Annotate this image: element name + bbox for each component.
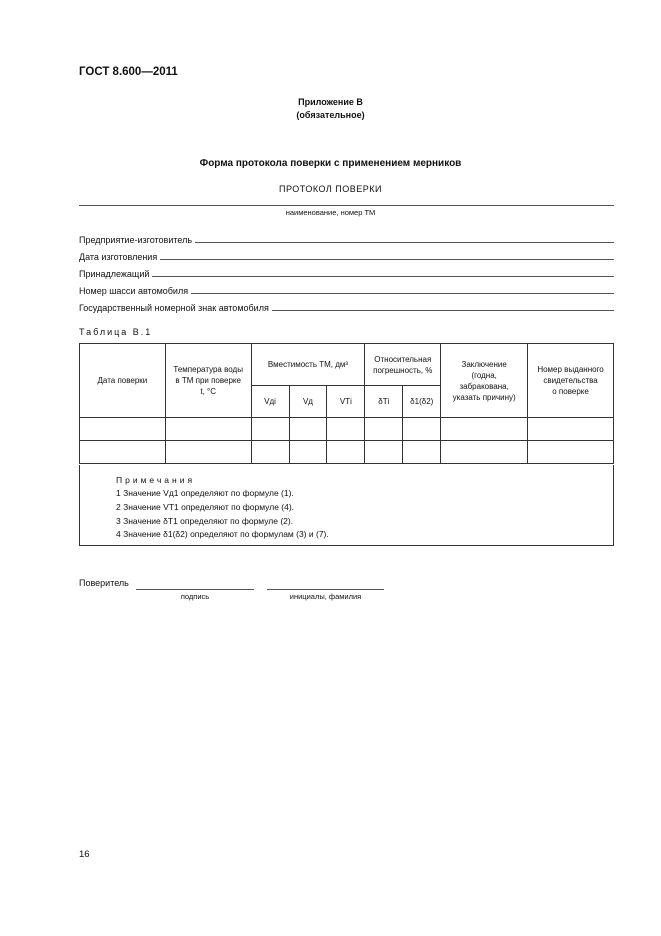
note-item: 3 Значение δТ1 определяют по формуле (2). bbox=[116, 516, 294, 526]
header-certificate-l1: Номер выданного bbox=[537, 365, 604, 374]
field-license-plate[interactable] bbox=[79, 301, 614, 313]
header-certificate-l3: о поверке bbox=[552, 387, 589, 396]
field-line[interactable] bbox=[152, 276, 614, 277]
appendix-status: (обязательное) bbox=[296, 110, 365, 120]
header-temperature-l2: в ТМ при поверке bbox=[175, 376, 241, 385]
table-cell[interactable] bbox=[365, 441, 403, 464]
subheader-vdi: Vді bbox=[251, 386, 289, 418]
table-cell[interactable] bbox=[441, 441, 528, 464]
header-date: Дата поверки bbox=[80, 344, 166, 418]
appendix-title: Приложение В bbox=[298, 97, 363, 107]
header-temperature bbox=[165, 344, 251, 418]
page-number: 16 bbox=[79, 849, 90, 860]
note-item: 4 Значение δ1(δ2) определяют по формулам (3) и (7). bbox=[116, 529, 329, 539]
protocol-title: ПРОТОКОЛ ПОВЕРКИ bbox=[278, 184, 382, 194]
protocol-table bbox=[79, 343, 614, 464]
header-certificate-l2: свидетельства bbox=[543, 376, 598, 385]
field-label: Государственный номерной знак автомобиля bbox=[79, 303, 269, 313]
field-label: Принадлежащий bbox=[79, 269, 150, 279]
field-manufacturer[interactable] bbox=[79, 233, 614, 245]
table-cell[interactable] bbox=[289, 441, 327, 464]
header-certificate bbox=[528, 344, 614, 418]
table-cell[interactable] bbox=[327, 418, 365, 441]
table-cell[interactable] bbox=[528, 441, 614, 464]
table-cell[interactable] bbox=[528, 418, 614, 441]
header-error-l1: Относительная bbox=[374, 354, 432, 364]
field-manufacture-date[interactable] bbox=[79, 250, 614, 262]
header-relative-error bbox=[365, 344, 441, 386]
name-caption: инициалы, фамилия bbox=[289, 592, 362, 601]
table-cell[interactable] bbox=[403, 418, 441, 441]
table-cell[interactable] bbox=[80, 441, 166, 464]
field-line[interactable] bbox=[195, 242, 614, 243]
header-conclusion-l4: указать причину) bbox=[452, 392, 516, 402]
form-title: Форма протокола поверки с применением мерников bbox=[199, 158, 462, 169]
header-conclusion-l1: Заключение bbox=[461, 359, 507, 369]
header-temperature-l1: Температура воды bbox=[173, 365, 243, 374]
table-cell[interactable] bbox=[289, 418, 327, 441]
header-conclusion-l2: (годна, bbox=[471, 370, 497, 380]
field-line[interactable] bbox=[160, 259, 614, 260]
table-notes bbox=[79, 465, 614, 546]
tm-name-caption: наименование, номер ТМ bbox=[285, 208, 376, 217]
field-chassis-number[interactable] bbox=[79, 284, 614, 296]
notes-title: Примечания bbox=[116, 475, 196, 485]
table-cell[interactable] bbox=[80, 418, 166, 441]
signature-caption: подпись bbox=[180, 592, 210, 601]
field-owner[interactable] bbox=[79, 267, 614, 279]
table-cell[interactable] bbox=[403, 441, 441, 464]
table-cell[interactable] bbox=[327, 441, 365, 464]
note-item: 2 Значение VТ1 определяют по формуле (4). bbox=[116, 502, 295, 512]
subheader-vd: Vд bbox=[289, 386, 327, 418]
subheader-delta-1-2: δ1(δ2) bbox=[403, 386, 441, 418]
table-cell[interactable] bbox=[251, 441, 289, 464]
table-cell[interactable] bbox=[441, 418, 528, 441]
tm-name-line[interactable] bbox=[79, 205, 614, 206]
signer-label: Поверитель bbox=[79, 578, 129, 588]
table-row bbox=[80, 441, 614, 464]
table-cell[interactable] bbox=[251, 418, 289, 441]
table-caption: Таблица В.1 bbox=[79, 327, 153, 337]
header-conclusion-l3: забракована, bbox=[459, 381, 509, 391]
table-cell[interactable] bbox=[165, 441, 251, 464]
note-item: 1 Значение Vд1 определяют по формуле (1). bbox=[116, 488, 294, 498]
header-temperature-l3: t, °С bbox=[200, 387, 217, 396]
subheader-delta-ti: δТі bbox=[365, 386, 403, 418]
table-row bbox=[80, 418, 614, 441]
signature-line[interactable] bbox=[136, 589, 254, 590]
name-line[interactable] bbox=[267, 589, 384, 590]
appendix-heading bbox=[0, 96, 661, 122]
table-cell[interactable] bbox=[165, 418, 251, 441]
subheader-vti: VТі bbox=[327, 386, 365, 418]
document-standard-header: ГОСТ 8.600—2011 bbox=[79, 66, 178, 78]
table-cell[interactable] bbox=[365, 418, 403, 441]
field-line[interactable] bbox=[272, 310, 614, 311]
header-conclusion bbox=[441, 344, 528, 418]
field-label: Предприятие-изготовитель bbox=[79, 235, 193, 245]
field-label: Номер шасси автомобиля bbox=[79, 286, 189, 296]
header-capacity: Вместимость ТМ, дм³ bbox=[251, 344, 365, 386]
field-line[interactable] bbox=[191, 293, 614, 294]
header-error-l2: погрешность, % bbox=[373, 365, 433, 375]
field-label: Дата изготовления bbox=[79, 252, 158, 262]
